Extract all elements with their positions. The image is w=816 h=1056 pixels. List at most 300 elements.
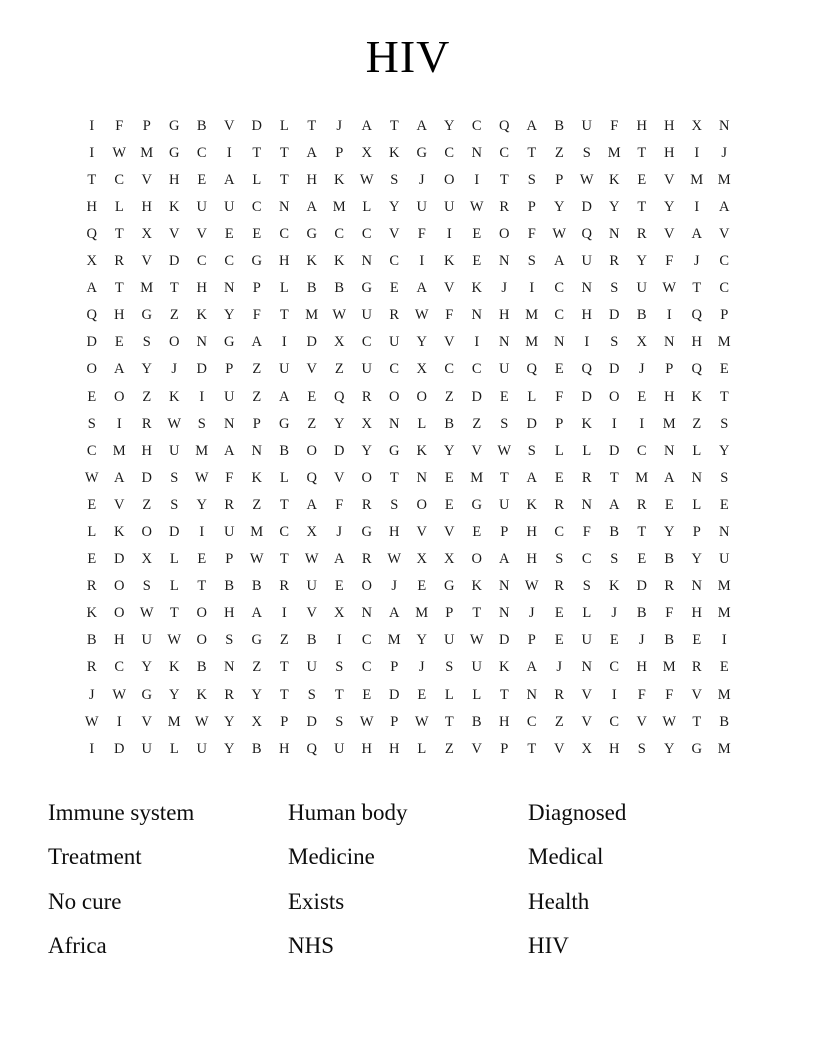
letter-cell[interactable]: P	[390, 659, 399, 676]
letter-cell[interactable]: K	[86, 605, 97, 622]
letter-cell[interactable]: H	[196, 280, 207, 297]
letter-cell[interactable]: Z	[252, 361, 262, 378]
letter-cell[interactable]: A	[691, 225, 702, 242]
letter-cell[interactable]: C	[609, 713, 620, 730]
letter-cell[interactable]: U	[499, 361, 510, 378]
word-list-item[interactable]: Diagnosed	[528, 799, 627, 825]
letter-cell[interactable]: G	[141, 307, 152, 324]
letter-cell[interactable]: H	[691, 334, 702, 351]
letter-cell[interactable]: L	[362, 198, 372, 215]
letter-cell[interactable]: N	[471, 307, 482, 324]
letter-cell[interactable]: B	[554, 117, 565, 134]
letter-cell[interactable]: A	[361, 117, 372, 134]
letter-cell[interactable]: V	[389, 225, 400, 242]
letter-cell[interactable]: C	[499, 144, 510, 161]
letter-cell[interactable]: X	[416, 361, 427, 378]
letter-cell[interactable]: E	[719, 361, 729, 378]
letter-cell[interactable]: S	[445, 659, 454, 676]
letter-cell[interactable]: V	[334, 469, 345, 486]
letter-cell[interactable]: C	[334, 225, 345, 242]
letter-cell[interactable]: I	[474, 334, 480, 351]
letter-cell[interactable]: C	[471, 117, 482, 134]
letter-cell[interactable]: I	[89, 144, 95, 161]
letter-cell[interactable]: F	[417, 225, 426, 242]
letter-cell[interactable]: V	[636, 713, 647, 730]
letter-cell[interactable]: Z	[692, 415, 702, 432]
letter-cell[interactable]: L	[279, 117, 289, 134]
letter-cell[interactable]: C	[719, 253, 730, 270]
word-list-item[interactable]: No cure	[48, 888, 122, 914]
letter-cell[interactable]: T	[527, 144, 537, 161]
letter-cell[interactable]: W	[167, 415, 182, 432]
letter-cell[interactable]: F	[252, 307, 261, 324]
letter-cell[interactable]: Y	[141, 361, 152, 378]
letter-cell[interactable]: G	[141, 686, 152, 703]
letter-cell[interactable]: G	[416, 144, 427, 161]
letter-cell[interactable]: W	[662, 713, 677, 730]
letter-cell[interactable]: C	[361, 632, 372, 649]
letter-cell[interactable]: F	[445, 307, 454, 324]
letter-cell[interactable]: V	[416, 524, 427, 540]
letter-cell[interactable]: G	[279, 415, 290, 432]
letter-cell[interactable]: R	[86, 659, 97, 676]
letter-cell[interactable]: R	[361, 551, 372, 568]
letter-cell[interactable]: N	[719, 524, 730, 540]
letter-cell[interactable]: A	[664, 469, 675, 486]
letter-cell[interactable]: P	[527, 198, 536, 215]
letter-cell[interactable]: O	[114, 605, 125, 622]
letter-cell[interactable]: S	[527, 442, 536, 459]
letter-cell[interactable]: T	[169, 605, 179, 622]
letter-cell[interactable]: W	[332, 307, 347, 324]
letter-cell[interactable]: Z	[444, 740, 454, 757]
letter-cell[interactable]: F	[665, 253, 674, 270]
letter-cell[interactable]: F	[527, 225, 536, 242]
letter-cell[interactable]: Z	[334, 361, 344, 378]
letter-cell[interactable]: A	[416, 280, 427, 297]
letter-cell[interactable]: R	[279, 578, 290, 595]
letter-cell[interactable]: C	[361, 659, 372, 676]
letter-cell[interactable]: N	[361, 605, 372, 622]
letter-cell[interactable]: E	[637, 551, 647, 568]
letter-cell[interactable]: Q	[499, 117, 510, 134]
letter-cell[interactable]: J	[336, 524, 343, 540]
letter-cell[interactable]: P	[445, 605, 454, 622]
letter-cell[interactable]: A	[114, 361, 125, 378]
letter-cell[interactable]: A	[416, 117, 427, 134]
letter-cell[interactable]: H	[141, 198, 152, 215]
letter-cell[interactable]: F	[115, 117, 124, 134]
letter-cell[interactable]: H	[636, 117, 647, 134]
letter-cell[interactable]: I	[336, 632, 342, 649]
letter-cell[interactable]: W	[579, 171, 594, 188]
letter-cell[interactable]: T	[444, 713, 454, 730]
letter-cell[interactable]: L	[169, 740, 179, 757]
letter-cell[interactable]: O	[86, 361, 97, 378]
letter-cell[interactable]: N	[499, 605, 510, 622]
letter-cell[interactable]: P	[225, 551, 234, 568]
letter-cell[interactable]: L	[527, 388, 537, 405]
letter-cell[interactable]: G	[389, 442, 400, 459]
letter-cell[interactable]: Y	[691, 551, 702, 568]
letter-cell[interactable]: V	[719, 225, 730, 242]
letter-cell[interactable]: H	[306, 171, 317, 188]
letter-cell[interactable]: D	[581, 388, 592, 405]
letter-cell[interactable]: C	[114, 171, 125, 188]
letter-cell[interactable]: M	[470, 469, 484, 486]
letter-cell[interactable]: Y	[224, 713, 235, 730]
letter-cell[interactable]: E	[472, 253, 482, 270]
letter-cell[interactable]: H	[691, 605, 702, 622]
letter-cell[interactable]: M	[140, 280, 154, 297]
letter-cell[interactable]: D	[609, 361, 620, 378]
letter-cell[interactable]: C	[526, 713, 537, 730]
letter-cell[interactable]: W	[304, 551, 319, 568]
letter-cell[interactable]: L	[472, 686, 482, 703]
letter-cell[interactable]: R	[636, 496, 647, 513]
letter-cell[interactable]: A	[224, 171, 235, 188]
letter-cell[interactable]: J	[418, 659, 425, 676]
letter-cell[interactable]: E	[472, 524, 482, 540]
letter-cell[interactable]: F	[610, 117, 619, 134]
letter-cell[interactable]: E	[499, 388, 509, 405]
letter-cell[interactable]: I	[611, 415, 617, 432]
letter-cell[interactable]: W	[84, 713, 99, 730]
letter-cell[interactable]: P	[500, 524, 509, 540]
letter-cell[interactable]: K	[114, 524, 125, 540]
letter-cell[interactable]: X	[416, 551, 427, 568]
letter-cell[interactable]: S	[87, 415, 96, 432]
letter-cell[interactable]: M	[415, 605, 429, 622]
letter-cell[interactable]: A	[114, 469, 125, 486]
letter-cell[interactable]: B	[664, 551, 675, 568]
letter-cell[interactable]: V	[444, 334, 455, 351]
letter-cell[interactable]: K	[581, 415, 592, 432]
letter-cell[interactable]: A	[609, 496, 620, 513]
letter-cell[interactable]: I	[611, 686, 617, 703]
letter-cell[interactable]: R	[691, 659, 702, 676]
letter-cell[interactable]: H	[169, 171, 180, 188]
letter-cell[interactable]: K	[196, 686, 207, 703]
letter-cell[interactable]: C	[389, 361, 400, 378]
letter-cell[interactable]: R	[554, 496, 565, 513]
letter-cell[interactable]: O	[609, 388, 620, 405]
letter-cell[interactable]: Y	[444, 442, 455, 459]
letter-cell[interactable]: T	[692, 280, 702, 297]
letter-cell[interactable]: T	[472, 605, 482, 622]
letter-cell[interactable]: M	[167, 713, 181, 730]
letter-cell[interactable]: A	[306, 144, 317, 161]
letter-cell[interactable]: Q	[334, 388, 345, 405]
letter-cell[interactable]: T	[114, 225, 124, 242]
letter-cell[interactable]: T	[279, 659, 289, 676]
letter-cell[interactable]: C	[86, 442, 97, 459]
letter-cell[interactable]: U	[444, 198, 455, 215]
letter-cell[interactable]: B	[636, 605, 647, 622]
letter-cell[interactable]: U	[196, 740, 207, 757]
letter-cell[interactable]: I	[639, 415, 645, 432]
letter-cell[interactable]: C	[196, 144, 207, 161]
letter-cell[interactable]: D	[306, 713, 317, 730]
letter-cell[interactable]: W	[249, 551, 264, 568]
letter-cell[interactable]: V	[471, 442, 482, 459]
letter-cell[interactable]: Z	[554, 713, 564, 730]
letter-cell[interactable]: C	[196, 253, 207, 270]
letter-cell[interactable]: R	[86, 578, 97, 595]
letter-cell[interactable]: O	[416, 496, 427, 513]
letter-cell[interactable]: D	[169, 524, 180, 540]
letter-cell[interactable]: L	[692, 496, 702, 513]
letter-cell[interactable]: D	[86, 334, 97, 351]
letter-cell[interactable]: S	[527, 171, 536, 188]
letter-cell[interactable]: M	[332, 198, 346, 215]
letter-cell[interactable]: C	[471, 361, 482, 378]
letter-cell[interactable]: G	[691, 740, 702, 757]
letter-cell[interactable]: U	[306, 659, 317, 676]
letter-cell[interactable]: P	[252, 415, 261, 432]
letter-cell[interactable]: S	[170, 469, 179, 486]
letter-cell[interactable]: T	[389, 469, 399, 486]
letter-cell[interactable]: A	[526, 659, 537, 676]
word-list-item[interactable]: Exists	[288, 888, 345, 914]
letter-cell[interactable]: O	[361, 469, 372, 486]
letter-cell[interactable]: Z	[252, 496, 262, 513]
letter-cell[interactable]: G	[306, 225, 317, 242]
letter-cell[interactable]: L	[169, 578, 179, 595]
letter-cell[interactable]: K	[169, 659, 180, 676]
letter-cell[interactable]: G	[471, 496, 482, 513]
letter-cell[interactable]: F	[665, 686, 674, 703]
letter-cell[interactable]: E	[554, 605, 564, 622]
letter-cell[interactable]: X	[251, 713, 262, 730]
letter-cell[interactable]: O	[361, 578, 372, 595]
word-list-item[interactable]: Medical	[528, 844, 604, 870]
letter-cell[interactable]: H	[114, 307, 125, 324]
letter-cell[interactable]: Y	[224, 307, 235, 324]
letter-cell[interactable]: X	[691, 117, 702, 134]
letter-cell[interactable]: S	[582, 144, 591, 161]
letter-cell[interactable]: Q	[86, 307, 97, 324]
letter-cell[interactable]: R	[581, 469, 592, 486]
letter-cell[interactable]: L	[279, 280, 289, 297]
letter-cell[interactable]: B	[609, 524, 620, 540]
letter-cell[interactable]: N	[251, 442, 262, 459]
word-list-item[interactable]: Africa	[48, 933, 107, 959]
letter-cell[interactable]: N	[664, 334, 675, 351]
letter-cell[interactable]: D	[471, 388, 482, 405]
letter-cell[interactable]: M	[662, 659, 676, 676]
letter-cell[interactable]: N	[224, 659, 235, 676]
letter-cell[interactable]: S	[142, 578, 151, 595]
letter-cell[interactable]: B	[224, 578, 235, 595]
letter-cell[interactable]: T	[499, 469, 509, 486]
letter-cell[interactable]: M	[717, 740, 731, 757]
letter-cell[interactable]: X	[444, 551, 455, 568]
letter-cell[interactable]: H	[526, 551, 537, 568]
letter-cell[interactable]: T	[719, 388, 729, 405]
letter-cell[interactable]: S	[582, 578, 591, 595]
letter-cell[interactable]: M	[305, 307, 319, 324]
letter-cell[interactable]: N	[581, 496, 592, 513]
letter-cell[interactable]: R	[389, 307, 400, 324]
letter-cell[interactable]: R	[636, 225, 647, 242]
letter-cell[interactable]: S	[500, 415, 509, 432]
letter-cell[interactable]: T	[114, 280, 124, 297]
letter-cell[interactable]: A	[279, 388, 290, 405]
letter-cell[interactable]: B	[334, 280, 345, 297]
letter-cell[interactable]: N	[196, 334, 207, 351]
letter-cell[interactable]: O	[416, 388, 427, 405]
letter-cell[interactable]: Z	[444, 388, 454, 405]
letter-cell[interactable]: N	[416, 469, 427, 486]
letter-cell[interactable]: A	[554, 253, 565, 270]
letter-cell[interactable]: I	[116, 415, 122, 432]
letter-cell[interactable]: Q	[691, 307, 702, 324]
letter-cell[interactable]: L	[114, 198, 124, 215]
letter-cell[interactable]: T	[279, 686, 289, 703]
letter-cell[interactable]: M	[690, 171, 704, 188]
letter-cell[interactable]: Z	[279, 632, 289, 649]
letter-cell[interactable]: M	[717, 578, 731, 595]
letter-cell[interactable]: H	[526, 524, 537, 540]
letter-cell[interactable]: A	[719, 198, 730, 215]
letter-cell[interactable]: I	[694, 198, 700, 215]
letter-cell[interactable]: X	[306, 524, 317, 540]
letter-cell[interactable]: U	[444, 632, 455, 649]
letter-cell[interactable]: N	[224, 415, 235, 432]
letter-cell[interactable]: E	[609, 632, 619, 649]
letter-cell[interactable]: U	[169, 442, 180, 459]
letter-cell[interactable]: T	[499, 686, 509, 703]
letter-cell[interactable]: T	[389, 117, 399, 134]
letter-cell[interactable]: K	[526, 496, 537, 513]
letter-cell[interactable]: E	[417, 578, 427, 595]
letter-cell[interactable]: J	[556, 659, 563, 676]
letter-cell[interactable]: U	[416, 198, 427, 215]
letter-cell[interactable]: S	[555, 551, 564, 568]
letter-cell[interactable]: I	[666, 307, 672, 324]
letter-cell[interactable]: G	[444, 578, 455, 595]
letter-cell[interactable]: V	[444, 280, 455, 297]
letter-cell[interactable]: C	[554, 280, 565, 297]
letter-cell[interactable]: C	[389, 253, 400, 270]
letter-cell[interactable]: L	[692, 442, 702, 459]
letter-cell[interactable]: H	[609, 740, 620, 757]
letter-cell[interactable]: T	[279, 144, 289, 161]
letter-cell[interactable]: E	[554, 361, 564, 378]
letter-cell[interactable]: Z	[472, 415, 482, 432]
letter-cell[interactable]: D	[609, 442, 620, 459]
letter-cell[interactable]: D	[334, 442, 345, 459]
letter-cell[interactable]: Y	[389, 198, 400, 215]
letter-cell[interactable]: N	[719, 117, 730, 134]
letter-cell[interactable]: W	[194, 713, 209, 730]
letter-cell[interactable]: G	[224, 334, 235, 351]
letter-cell[interactable]: N	[471, 144, 482, 161]
letter-cell[interactable]: Z	[554, 144, 564, 161]
letter-cell[interactable]: Z	[252, 659, 262, 676]
letter-cell[interactable]: F	[637, 686, 646, 703]
letter-cell[interactable]: W	[359, 171, 374, 188]
letter-cell[interactable]: C	[251, 198, 262, 215]
letter-cell[interactable]: V	[196, 225, 207, 242]
letter-cell[interactable]: C	[609, 659, 620, 676]
letter-cell[interactable]: K	[196, 307, 207, 324]
letter-cell[interactable]: X	[361, 415, 372, 432]
letter-cell[interactable]: T	[637, 144, 647, 161]
letter-cell[interactable]: M	[112, 442, 126, 459]
letter-cell[interactable]: C	[554, 524, 565, 540]
letter-cell[interactable]: A	[251, 605, 262, 622]
letter-cell[interactable]: A	[306, 496, 317, 513]
letter-cell[interactable]: E	[664, 496, 674, 513]
letter-cell[interactable]: B	[196, 659, 207, 676]
letter-cell[interactable]: E	[224, 225, 234, 242]
letter-cell[interactable]: X	[141, 225, 152, 242]
letter-cell[interactable]: N	[581, 659, 592, 676]
letter-cell[interactable]: J	[501, 280, 508, 297]
letter-cell[interactable]: Y	[416, 334, 427, 351]
letter-cell[interactable]: R	[361, 496, 372, 513]
letter-cell[interactable]: P	[390, 713, 399, 730]
letter-cell[interactable]: B	[471, 713, 482, 730]
letter-cell[interactable]: Y	[361, 442, 372, 459]
letter-cell[interactable]: M	[717, 171, 731, 188]
letter-cell[interactable]: T	[499, 171, 509, 188]
letter-cell[interactable]: N	[224, 280, 235, 297]
letter-cell[interactable]: G	[169, 117, 180, 134]
letter-cell[interactable]: H	[279, 253, 290, 270]
letter-cell[interactable]: U	[471, 659, 482, 676]
letter-cell[interactable]: E	[472, 225, 482, 242]
letter-cell[interactable]: U	[361, 361, 372, 378]
letter-cell[interactable]: J	[391, 578, 398, 595]
letter-cell[interactable]: S	[390, 171, 399, 188]
letter-cell[interactable]: I	[199, 524, 205, 540]
letter-cell[interactable]: V	[581, 686, 592, 703]
letter-cell[interactable]: K	[471, 578, 482, 595]
letter-cell[interactable]: U	[581, 632, 592, 649]
letter-cell[interactable]: R	[664, 578, 675, 595]
letter-cell[interactable]: S	[610, 551, 619, 568]
letter-cell[interactable]: K	[334, 171, 345, 188]
letter-cell[interactable]: N	[691, 578, 702, 595]
letter-cell[interactable]: L	[417, 415, 427, 432]
letter-cell[interactable]: Q	[526, 361, 537, 378]
letter-cell[interactable]: V	[554, 740, 565, 757]
letter-cell[interactable]: G	[361, 280, 372, 297]
word-list-item[interactable]: Health	[528, 888, 590, 914]
letter-cell[interactable]: H	[581, 307, 592, 324]
letter-cell[interactable]: S	[142, 334, 151, 351]
letter-cell[interactable]: N	[609, 225, 620, 242]
letter-cell[interactable]: Y	[664, 524, 675, 540]
letter-cell[interactable]: R	[499, 198, 510, 215]
letter-cell[interactable]: L	[252, 171, 262, 188]
letter-cell[interactable]: K	[471, 280, 482, 297]
letter-cell[interactable]: D	[526, 415, 537, 432]
letter-cell[interactable]: I	[474, 171, 480, 188]
letter-cell[interactable]: C	[444, 361, 455, 378]
letter-cell[interactable]: B	[306, 280, 317, 297]
letter-cell[interactable]: C	[361, 334, 372, 351]
letter-cell[interactable]: E	[362, 686, 372, 703]
letter-cell[interactable]: Y	[609, 198, 620, 215]
letter-cell[interactable]: Y	[416, 632, 427, 649]
letter-cell[interactable]: M	[525, 307, 539, 324]
letter-cell[interactable]: P	[527, 632, 536, 649]
letter-cell[interactable]: N	[554, 334, 565, 351]
